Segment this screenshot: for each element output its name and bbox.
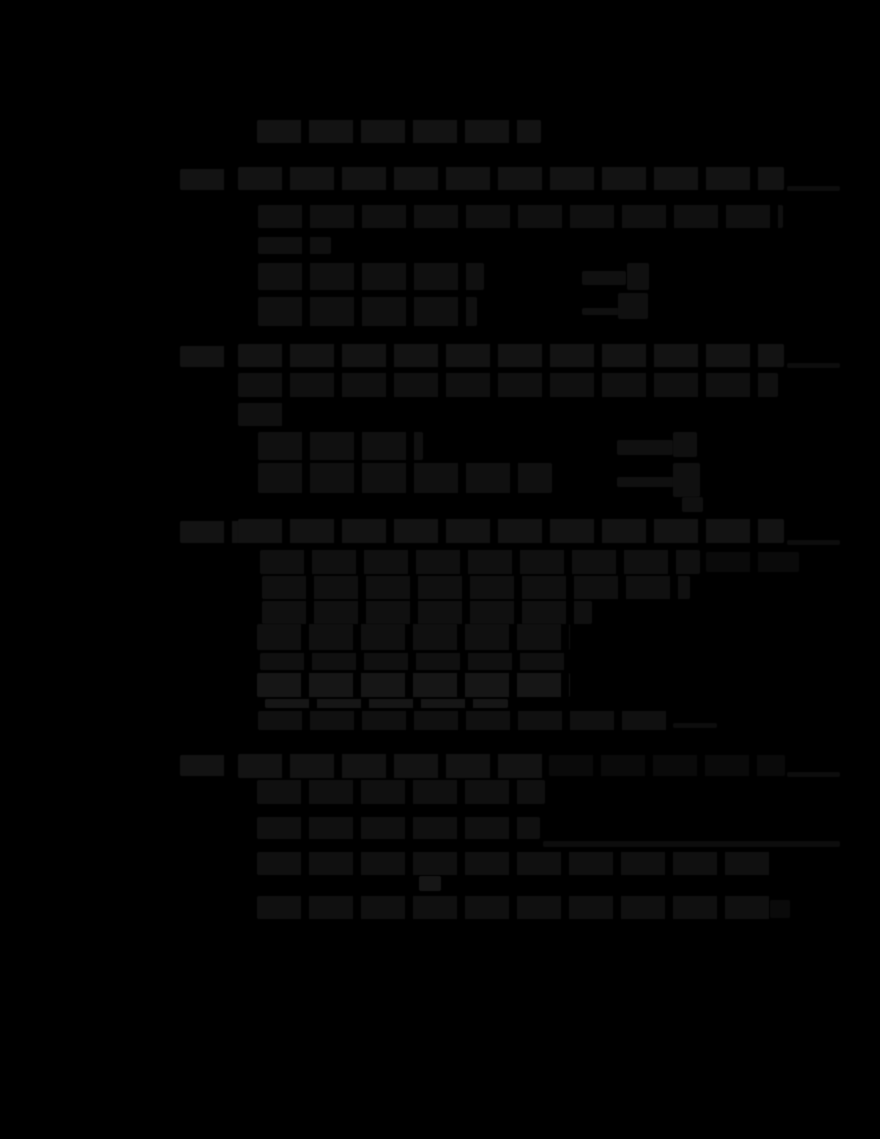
section-2-equation-2 [258, 463, 552, 493]
section-2-equation-2-equals [617, 477, 675, 487]
section-4-text-line-2 [257, 817, 540, 839]
section-1-equation-1-result [627, 263, 649, 290]
section-1-label [180, 169, 232, 190]
section-1-paragraph-end [258, 237, 331, 254]
section-1-heading-rule [787, 186, 840, 191]
section-4-heading-line [238, 754, 545, 778]
section-2-equation-2-descender [682, 497, 703, 512]
section-4-text-line-1 [257, 780, 545, 804]
section-1-equation-1-equals [582, 271, 626, 285]
section-1-heading-line [238, 167, 784, 190]
section-1-equation-2 [258, 297, 477, 326]
section-1-equation-1 [258, 263, 484, 290]
section-3-text-line-2 [262, 576, 690, 599]
section-2-equation-1 [258, 432, 423, 460]
section-3-heading-line [238, 519, 784, 543]
section-4-label [180, 755, 232, 776]
section-2-paragraph-end [238, 403, 283, 426]
section-1-equation-2-equals [582, 308, 620, 315]
section-4-text-line-3 [257, 852, 777, 875]
section-4-symbol-blob [419, 876, 441, 891]
section-3-text-line-1-end [706, 552, 799, 572]
section-2-heading-line [238, 344, 784, 367]
section-3-math-line-3 [257, 673, 570, 697]
section-3-closing-tail [673, 723, 717, 728]
section-4-heading-line-light [549, 755, 785, 776]
section-3-heading-rule [787, 540, 840, 545]
section-3-text-line-1 [260, 550, 700, 574]
section-1-equation-2-result [618, 293, 648, 319]
section-2-equation-1-result [673, 432, 697, 457]
section-3-text-line-3 [262, 601, 592, 624]
section-3-math-line-4 [265, 699, 508, 708]
section-2-equation-1-equals [617, 440, 673, 455]
section-3-math-line-2 [260, 653, 571, 670]
section-4-closing-line [257, 896, 770, 919]
section-2-heading-rule [787, 363, 840, 368]
page-title-text [257, 120, 541, 143]
section-2-label [180, 346, 232, 367]
section-2-paragraph-line [238, 373, 778, 397]
section-1-paragraph-line [258, 205, 783, 228]
section-4-closing-end [770, 900, 790, 918]
section-3-closing-line [258, 711, 670, 730]
section-3-label [180, 521, 240, 543]
section-3-math-line-1 [257, 624, 570, 650]
section-4-blank-rule [543, 841, 840, 847]
section-2-equation-2-result [673, 463, 700, 497]
section-4-heading-rule [787, 772, 840, 777]
